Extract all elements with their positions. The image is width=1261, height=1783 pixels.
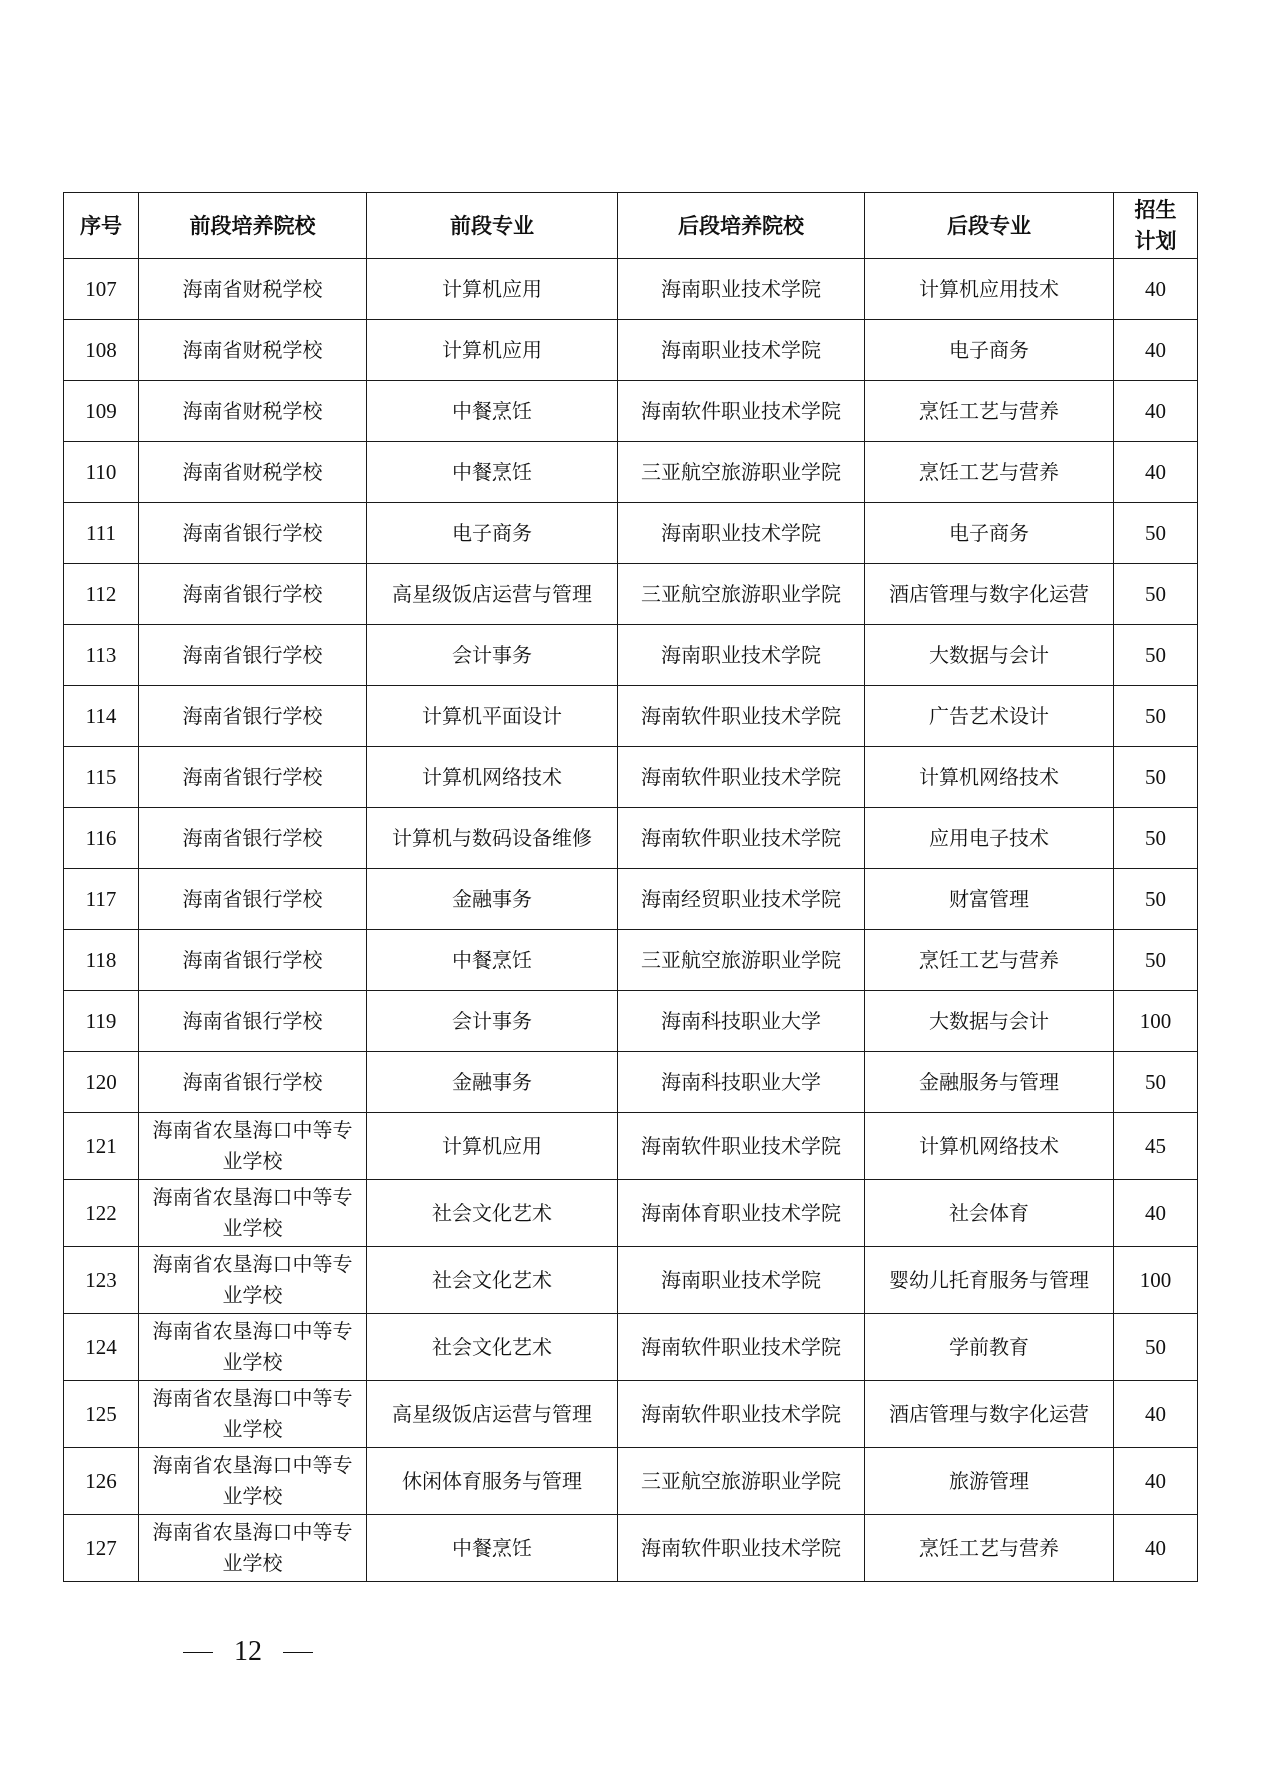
cell-back-school: 三亚航空旅游职业学院 — [618, 564, 865, 625]
table-header-row — [64, 193, 1198, 259]
cell-plan: 45 — [1114, 1113, 1198, 1180]
table-body — [64, 259, 1198, 1582]
cell-front-school: 海南省财税学校 — [139, 381, 367, 442]
cell-front-major: 高星级饭店运营与管理 — [367, 1381, 618, 1448]
cell-back-major: 烹饪工艺与营养 — [865, 930, 1114, 991]
header-plan-line2: 计划 — [1134, 228, 1177, 253]
table-row — [64, 1515, 1198, 1582]
cell-seq: 123 — [64, 1247, 139, 1314]
cell-front-major: 社会文化艺术 — [367, 1247, 618, 1314]
cell-seq: 117 — [64, 869, 139, 930]
cell-front-major: 会计事务 — [367, 625, 618, 686]
cell-back-major: 电子商务 — [865, 503, 1114, 564]
cell-back-school: 海南软件职业技术学院 — [618, 1381, 865, 1448]
cell-seq: 108 — [64, 320, 139, 381]
cell-plan: 50 — [1114, 747, 1198, 808]
cell-back-school: 三亚航空旅游职业学院 — [618, 442, 865, 503]
cell-seq: 120 — [64, 1052, 139, 1113]
table-row — [64, 1314, 1198, 1381]
table-row — [64, 259, 1198, 320]
cell-seq: 114 — [64, 686, 139, 747]
cell-back-major: 学前教育 — [865, 1314, 1114, 1381]
cell-front-school: 海南省农垦海口中等专业学校 — [139, 1113, 367, 1180]
cell-seq: 112 — [64, 564, 139, 625]
cell-front-school: 海南省农垦海口中等专业学校 — [139, 1247, 367, 1314]
header-back-school: 后段培养院校 — [618, 193, 865, 259]
table-row — [64, 1381, 1198, 1448]
table-row — [64, 869, 1198, 930]
cell-front-major: 中餐烹饪 — [367, 381, 618, 442]
cell-back-major: 大数据与会计 — [865, 991, 1114, 1052]
cell-front-school: 海南省农垦海口中等专业学校 — [139, 1448, 367, 1515]
cell-seq: 122 — [64, 1180, 139, 1247]
cell-back-major: 旅游管理 — [865, 1448, 1114, 1515]
cell-back-school: 海南软件职业技术学院 — [618, 1515, 865, 1582]
cell-front-major: 会计事务 — [367, 991, 618, 1052]
cell-back-major: 广告艺术设计 — [865, 686, 1114, 747]
cell-back-school: 海南体育职业技术学院 — [618, 1180, 865, 1247]
cell-plan: 100 — [1114, 991, 1198, 1052]
cell-front-major: 中餐烹饪 — [367, 930, 618, 991]
cell-back-major: 酒店管理与数字化运营 — [865, 564, 1114, 625]
cell-front-major: 高星级饭店运营与管理 — [367, 564, 618, 625]
cell-plan: 40 — [1114, 381, 1198, 442]
cell-front-school: 海南省农垦海口中等专业学校 — [139, 1180, 367, 1247]
cell-front-major: 金融事务 — [367, 869, 618, 930]
cell-plan: 50 — [1114, 625, 1198, 686]
cell-back-school: 海南科技职业大学 — [618, 991, 865, 1052]
cell-back-school: 海南职业技术学院 — [618, 259, 865, 320]
cell-plan: 40 — [1114, 320, 1198, 381]
cell-back-school: 海南职业技术学院 — [618, 503, 865, 564]
cell-seq: 110 — [64, 442, 139, 503]
cell-plan: 50 — [1114, 1314, 1198, 1381]
table-row — [64, 564, 1198, 625]
cell-plan: 40 — [1114, 1180, 1198, 1247]
cell-front-major: 社会文化艺术 — [367, 1314, 618, 1381]
table-row — [64, 503, 1198, 564]
cell-front-major: 计算机应用 — [367, 259, 618, 320]
cell-front-major: 电子商务 — [367, 503, 618, 564]
cell-back-major: 财富管理 — [865, 869, 1114, 930]
cell-front-major: 计算机应用 — [367, 1113, 618, 1180]
cell-seq: 116 — [64, 808, 139, 869]
enrollment-plan-table — [63, 192, 1198, 1582]
cell-plan: 50 — [1114, 503, 1198, 564]
cell-back-major: 计算机网络技术 — [865, 1113, 1114, 1180]
cell-front-school: 海南省农垦海口中等专业学校 — [139, 1381, 367, 1448]
cell-front-school: 海南省银行学校 — [139, 564, 367, 625]
cell-front-major: 计算机平面设计 — [367, 686, 618, 747]
table-row — [64, 1247, 1198, 1314]
table-row — [64, 1052, 1198, 1113]
cell-plan: 50 — [1114, 930, 1198, 991]
cell-front-school: 海南省银行学校 — [139, 808, 367, 869]
cell-plan: 40 — [1114, 259, 1198, 320]
cell-seq: 121 — [64, 1113, 139, 1180]
cell-seq: 124 — [64, 1314, 139, 1381]
cell-back-school: 海南经贸职业技术学院 — [618, 869, 865, 930]
cell-back-school: 海南软件职业技术学院 — [618, 747, 865, 808]
cell-back-major: 烹饪工艺与营养 — [865, 381, 1114, 442]
table-row — [64, 442, 1198, 503]
cell-back-major: 烹饪工艺与营养 — [865, 1515, 1114, 1582]
cell-front-school: 海南省农垦海口中等专业学校 — [139, 1314, 367, 1381]
header-plan — [1114, 193, 1198, 259]
cell-plan: 40 — [1114, 442, 1198, 503]
cell-back-school: 海南软件职业技术学院 — [618, 686, 865, 747]
cell-back-school: 海南职业技术学院 — [618, 625, 865, 686]
cell-back-school: 海南职业技术学院 — [618, 1247, 865, 1314]
cell-plan: 50 — [1114, 808, 1198, 869]
cell-front-major: 计算机网络技术 — [367, 747, 618, 808]
cell-back-school: 三亚航空旅游职业学院 — [618, 930, 865, 991]
cell-back-major: 计算机应用技术 — [865, 259, 1114, 320]
table-row — [64, 625, 1198, 686]
cell-front-school: 海南省银行学校 — [139, 503, 367, 564]
cell-front-major: 中餐烹饪 — [367, 442, 618, 503]
cell-back-major: 电子商务 — [865, 320, 1114, 381]
table-row — [64, 1113, 1198, 1180]
table-row — [64, 320, 1198, 381]
cell-front-school: 海南省银行学校 — [139, 747, 367, 808]
cell-plan: 40 — [1114, 1448, 1198, 1515]
page-footer — [183, 1632, 313, 1672]
page-number: 12 — [234, 1636, 262, 1667]
header-back-major: 后段专业 — [865, 193, 1114, 259]
cell-plan: 50 — [1114, 1052, 1198, 1113]
header-plan-line1: 招生 — [1134, 197, 1177, 222]
cell-back-school: 海南软件职业技术学院 — [618, 381, 865, 442]
table-row — [64, 686, 1198, 747]
cell-back-major: 社会体育 — [865, 1180, 1114, 1247]
footer-dash-right — [283, 1652, 313, 1653]
cell-front-school: 海南省银行学校 — [139, 991, 367, 1052]
table-row — [64, 991, 1198, 1052]
cell-front-major: 社会文化艺术 — [367, 1180, 618, 1247]
cell-plan: 40 — [1114, 1381, 1198, 1448]
cell-front-major: 计算机与数码设备维修 — [367, 808, 618, 869]
cell-seq: 125 — [64, 1381, 139, 1448]
cell-seq: 118 — [64, 930, 139, 991]
footer-dash-left — [183, 1652, 213, 1653]
cell-front-major: 金融事务 — [367, 1052, 618, 1113]
cell-seq: 126 — [64, 1448, 139, 1515]
cell-plan: 40 — [1114, 1515, 1198, 1582]
cell-back-school: 海南科技职业大学 — [618, 1052, 865, 1113]
cell-seq: 107 — [64, 259, 139, 320]
cell-front-major: 休闲体育服务与管理 — [367, 1448, 618, 1515]
cell-back-school: 海南软件职业技术学院 — [618, 1113, 865, 1180]
cell-front-major: 中餐烹饪 — [367, 1515, 618, 1582]
cell-back-major: 应用电子技术 — [865, 808, 1114, 869]
table-row — [64, 1180, 1198, 1247]
cell-seq: 127 — [64, 1515, 139, 1582]
header-front-school: 前段培养院校 — [139, 193, 367, 259]
cell-back-school: 海南软件职业技术学院 — [618, 808, 865, 869]
cell-front-school: 海南省银行学校 — [139, 625, 367, 686]
cell-back-major: 计算机网络技术 — [865, 747, 1114, 808]
header-front-major: 前段专业 — [367, 193, 618, 259]
cell-front-school: 海南省财税学校 — [139, 259, 367, 320]
cell-front-major: 计算机应用 — [367, 320, 618, 381]
cell-back-major: 大数据与会计 — [865, 625, 1114, 686]
cell-plan: 50 — [1114, 686, 1198, 747]
table-row — [64, 930, 1198, 991]
cell-back-major: 金融服务与管理 — [865, 1052, 1114, 1113]
cell-back-school: 海南职业技术学院 — [618, 320, 865, 381]
cell-plan: 50 — [1114, 564, 1198, 625]
cell-plan: 50 — [1114, 869, 1198, 930]
cell-back-major: 婴幼儿托育服务与管理 — [865, 1247, 1114, 1314]
cell-front-school: 海南省银行学校 — [139, 686, 367, 747]
cell-front-school: 海南省银行学校 — [139, 869, 367, 930]
cell-seq: 113 — [64, 625, 139, 686]
cell-seq: 111 — [64, 503, 139, 564]
cell-front-school: 海南省银行学校 — [139, 930, 367, 991]
cell-back-major: 酒店管理与数字化运营 — [865, 1381, 1114, 1448]
cell-seq: 115 — [64, 747, 139, 808]
table-row — [64, 1448, 1198, 1515]
table-row — [64, 381, 1198, 442]
header-seq: 序号 — [64, 193, 139, 259]
cell-front-school: 海南省农垦海口中等专业学校 — [139, 1515, 367, 1582]
cell-front-school: 海南省财税学校 — [139, 442, 367, 503]
table-row — [64, 747, 1198, 808]
cell-seq: 119 — [64, 991, 139, 1052]
cell-back-school: 三亚航空旅游职业学院 — [618, 1448, 865, 1515]
cell-front-school: 海南省银行学校 — [139, 1052, 367, 1113]
cell-front-school: 海南省财税学校 — [139, 320, 367, 381]
cell-seq: 109 — [64, 381, 139, 442]
cell-plan: 100 — [1114, 1247, 1198, 1314]
table-row — [64, 808, 1198, 869]
cell-back-school: 海南软件职业技术学院 — [618, 1314, 865, 1381]
cell-back-major: 烹饪工艺与营养 — [865, 442, 1114, 503]
